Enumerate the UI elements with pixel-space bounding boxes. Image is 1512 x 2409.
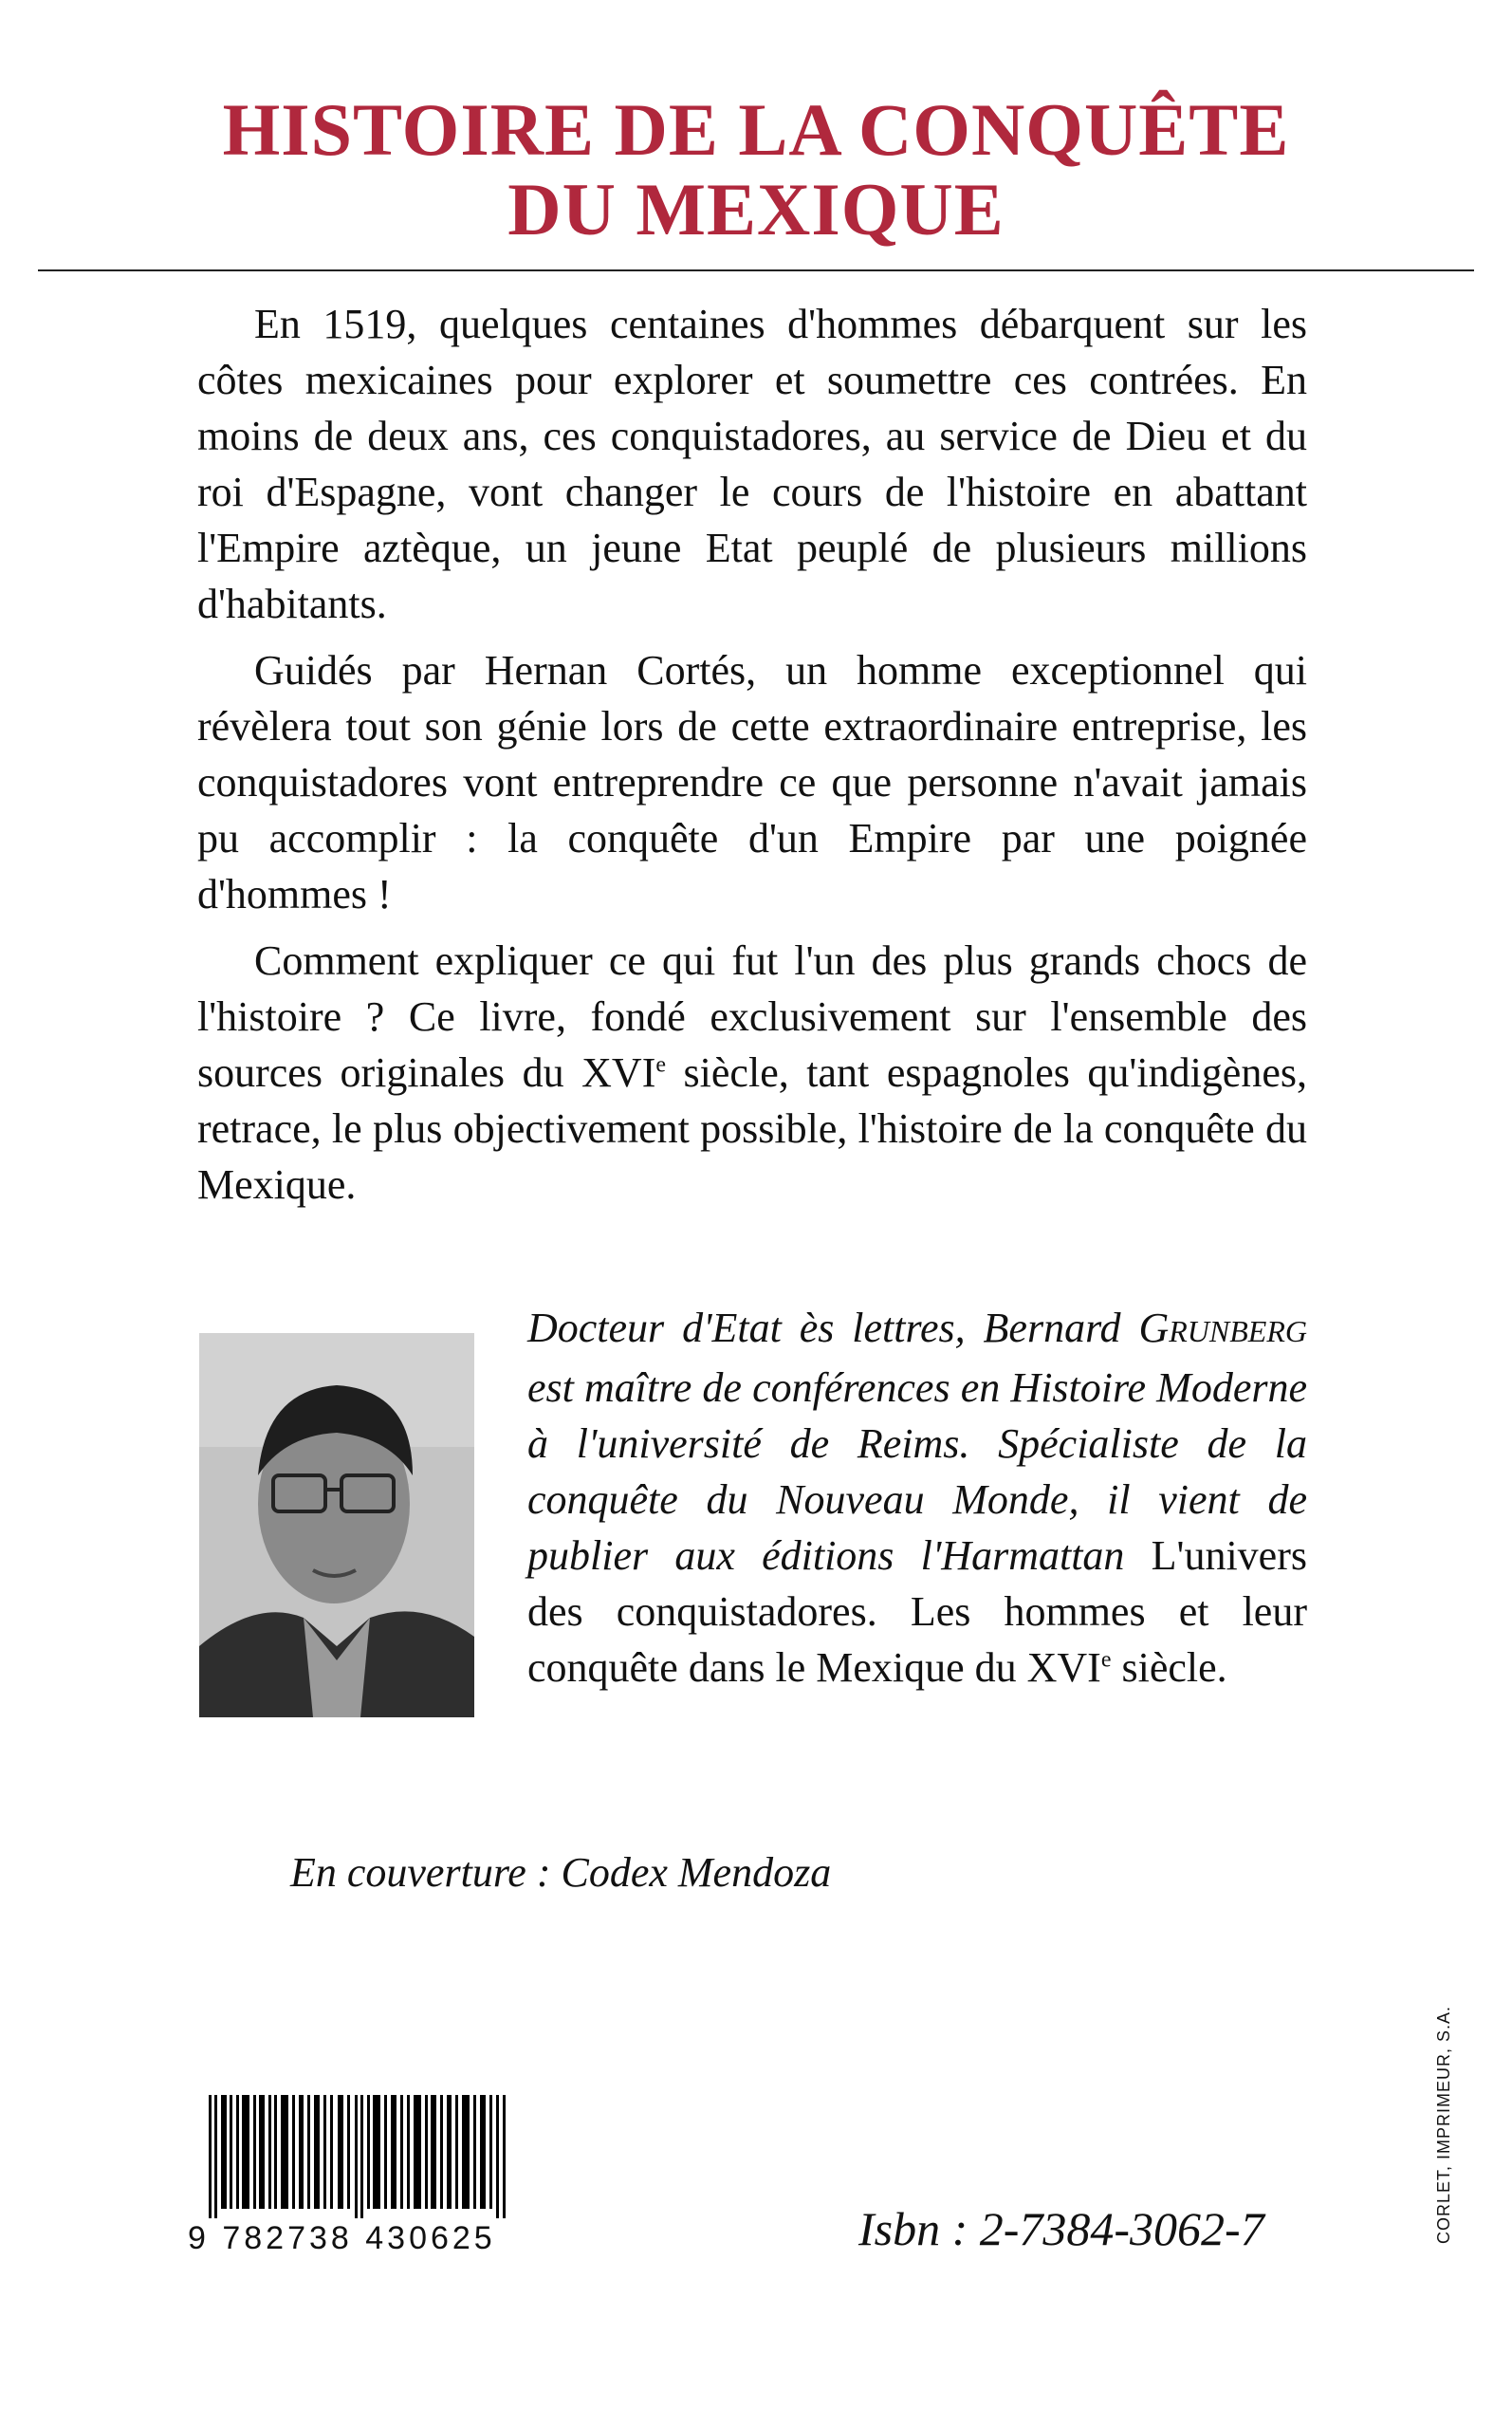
author-bio: Docteur d'Etat ès lettres, Bernard GRUNBERG est maître de conférences en Histoire Moderne à l'université de Reims. Spécialiste de la conquête du Nouveau Monde, il vient de publier aux éditions l'Harmattan L'univers des conquistadores. Les hommes et leur conquête dans le Mexique du XVIe siècle. bbox=[527, 1305, 1307, 1691]
summary bbox=[197, 296, 1307, 1223]
title-line-2: DU MEXIQUE bbox=[507, 168, 1005, 250]
summary-paragraph-3: Comment expliquer ce qui fut l'un des plus grands chocs de l'histoire ? Ce livre, fondé exclusivement sur l'ensemble des sources originales du XVIe siècle, tant espagnoles qu'indigènes, retrace, le plus objectivement possible, l'histoire de la conquête du Mexique. bbox=[197, 937, 1307, 1208]
summary-paragraph-1: En 1519, quelques centaines d'hommes débarquent sur les côtes mexicaines pour explorer et soumettre ces contrées. En moins de deux ans, ces conquistadores, au service de Dieu et du roi d'Espagne, vont changer le cours de l'histoire en abattant l'Empire aztèque, un jeune Etat peuplé de plusieurs millions d'habitants. bbox=[197, 301, 1307, 627]
summary-paragraph-2: Guidés par Hernan Cortés, un homme exceptionnel qui révèlera tout son génie lors de cette extraordinaire entreprise, les conquistadores vont entreprendre ce que personne n'avait jamais pu accomplir : la conquête d'un Empire par une poignée d'hommes ! bbox=[197, 647, 1307, 917]
barcode bbox=[209, 2095, 512, 2218]
title-line-1: HISTOIRE DE LA CONQUÊTE bbox=[222, 88, 1290, 171]
cover-credit: En couverture : Codex Mendoza bbox=[290, 1849, 832, 1896]
barcode-number: 9 782738 430625 bbox=[188, 2220, 496, 2256]
author-photo bbox=[199, 1333, 474, 1717]
book-title bbox=[0, 90, 1512, 250]
divider bbox=[38, 269, 1474, 271]
printer-credit: CORLET, IMPRIMEUR, S.A. bbox=[1434, 2005, 1453, 2244]
isbn: Isbn : 2-7384-3062-7 bbox=[858, 2202, 1264, 2255]
